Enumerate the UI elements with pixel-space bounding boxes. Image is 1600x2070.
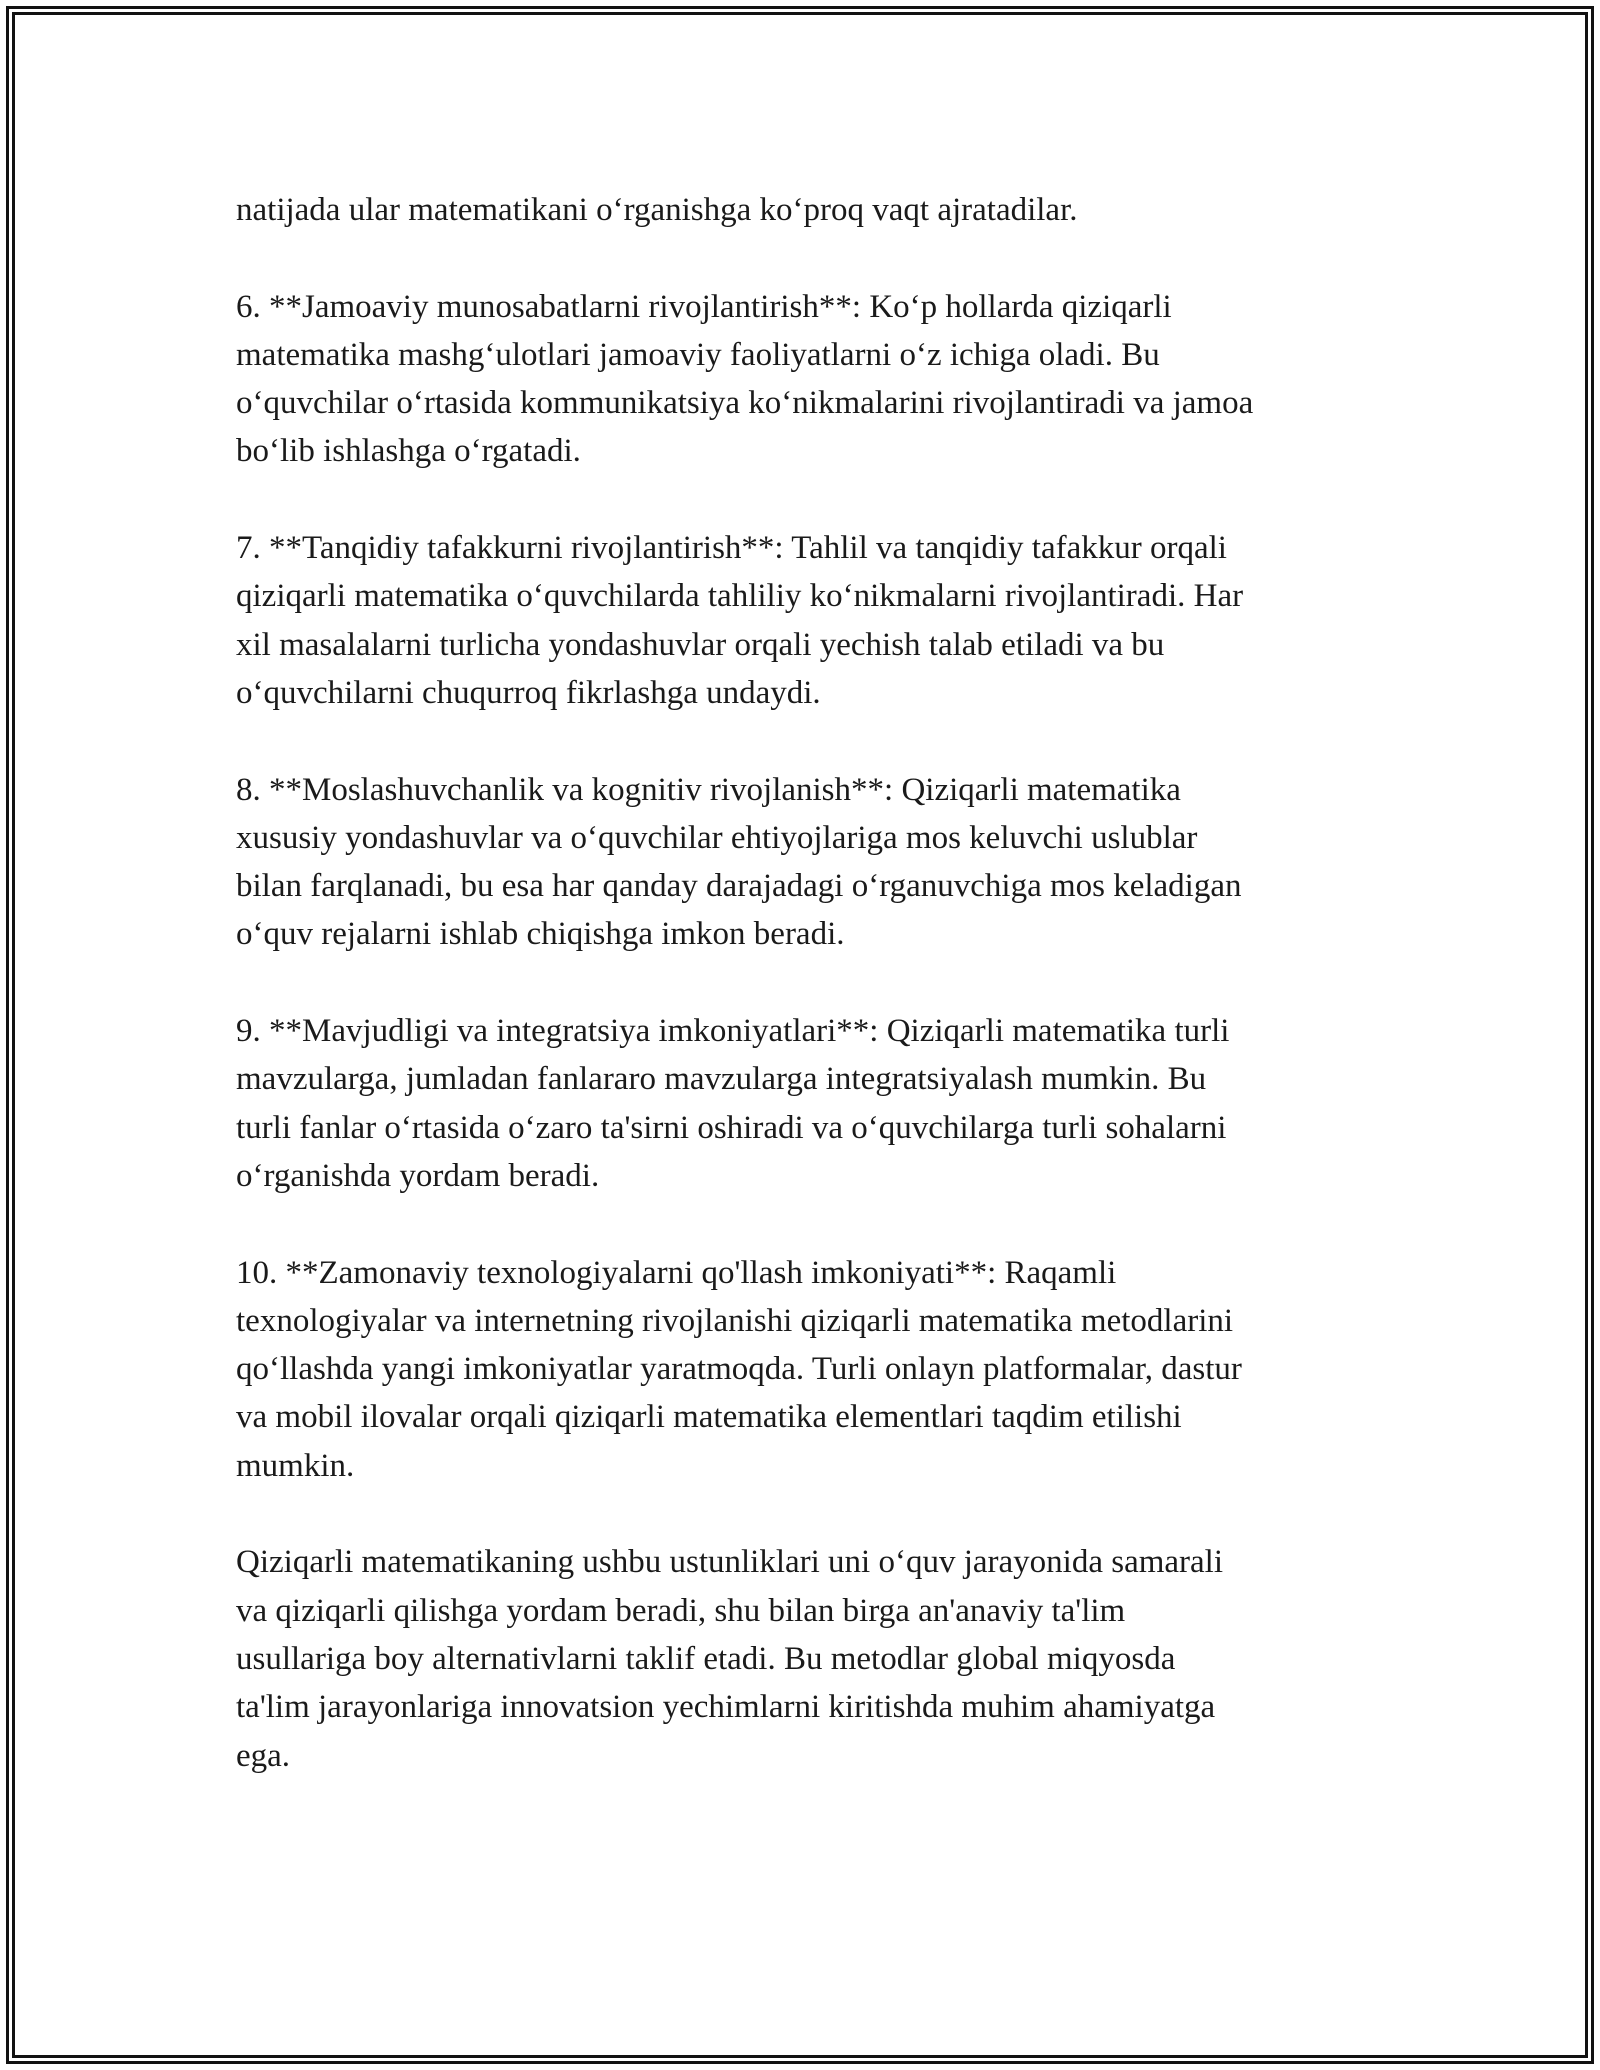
list-item-8-moslashuvchanlik: 8. **Moslashuvchanlik va kognitiv rivojlanish**: Qiziqarli matematika xususiy yondashuvlar va o‘quvchilar ehtiyojlariga mos keluvchi uslublar bilan farqlanadi, bu esa har qanday darajadagi o‘rganuvchiga mos keladigan o‘quv rejalarni ishlab chiqishga imkon beradi.: [236, 771, 1242, 953]
list-item-7-tanqidiy-tafakkur: 7. **Tanqidiy tafakkurni rivojlantirish**: Tahlil va tanqidiy tafakkur orqali qiziqarli matematika o‘quvchilarda tahliliy ko‘nikmalarni rivojlantiradi. Har xil masalalarni turlicha yondashuvlar orqali yechish talab etiladi va bu o‘quvchilarni chuqurroq fikrlashga undaydi.: [236, 530, 1244, 711]
list-item-6-jamoaviy-munosabatlar: 6. **Jamoaviy munosabatlarni rivojlantirish**: Ko‘p hollarda qiziqarli matematika mashg‘ulotlari jamoaviy faoliyatlarni o‘z ichiga oladi. Bu o‘quvchilar o‘rtasida kommunikatsiya ko‘nikmalarini rivojlantiradi va jamoa bo‘lib ishlashga o‘rgatadi.: [236, 288, 1254, 470]
paragraph-continuation: natijada ular matematikani o‘rganishga ko‘proq vaqt ajratadilar.: [236, 192, 1078, 228]
list-item-9-integratsiya: 9. **Mavjudligi va integratsiya imkoniyatlari**: Qiziqarli matematika turli mavzularga, jumladan fanlararo mavzularga integratsiyalash mumkin. Bu turli fanlar o‘rtasida o‘zaro ta'sirni oshiradi va o‘quvchilarga turli sohalarni o‘rganishda yordam beradi.: [236, 1013, 1230, 1194]
document-body: [236, 186, 1376, 1828]
conclusion-paragraph: Qiziqarli matematikaning ushbu ustunliklari uni o‘quv jarayonida samarali va qiziqarli qilishga yordam beradi, shu bilan birga an'anaviy ta'lim usullariga boy alternativlarni taklif etadi. Bu metodlar global miqyosda ta'lim jarayonlariga innovatsion yechimlarni kiritishda muhim ahamiyatga ega.: [236, 1544, 1224, 1774]
list-item-10-texnologiyalar: 10. **Zamonaviy texnologiyalarni qo'llash imkoniyati**: Raqamli texnologiyalar va internetning rivojlanishi qiziqarli matematika metodlarini qo‘llashda yangi imkoniyatlar yaratmoqda. Turli onlayn platformalar, dastur va mobil ilovalar orqali qiziqarli matematika elementlari taqdim etilishi mumkin.: [236, 1254, 1242, 1484]
